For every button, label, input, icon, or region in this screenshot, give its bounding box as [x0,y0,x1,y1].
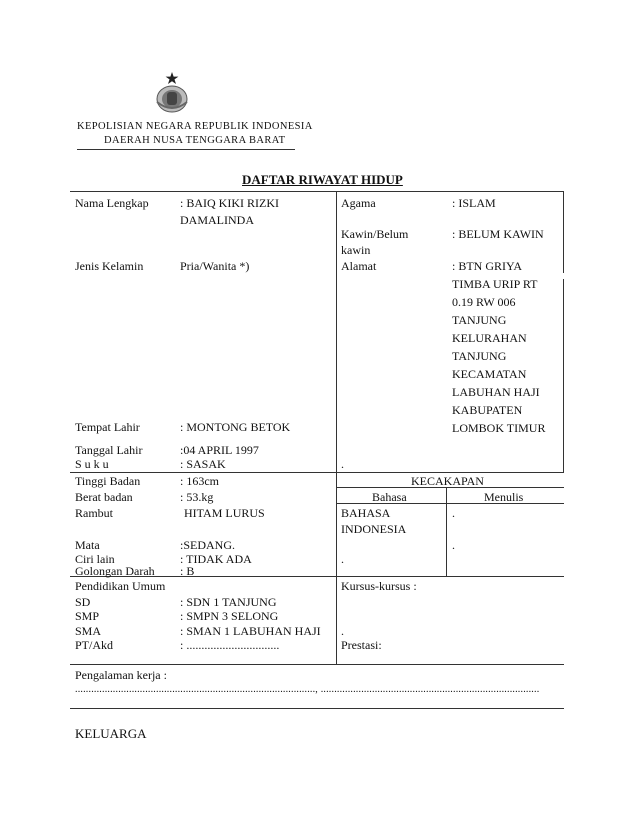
suku-value: : SASAK [180,457,226,471]
smp-value: : SMPN 3 SELONG [180,609,279,623]
ciri-lain-label: Ciri lain [75,552,115,566]
pendidikan-umum-label: Pendidikan Umum [75,579,166,593]
bahasa-dot: . [341,552,344,566]
tanggal-lahir-value: :04 APRIL 1997 [180,443,259,457]
berat-value: : 53.kg [180,490,214,504]
kecakapan-title: KECAKAPAN [411,474,484,488]
menulis-dot: . [452,538,455,552]
mata-label: Mata [75,538,100,552]
alamat-line: KECAMATAN [452,367,527,381]
kursus-dot: . [341,624,344,638]
document-title: DAFTAR RIWAYAT HIDUP [242,172,403,187]
alamat-line: : BTN GRIYA [452,259,523,273]
alamat-line: TANJUNG [452,313,507,327]
sma-value: : SMAN 1 LABUHAN HAJI [180,624,321,638]
alamat-line: 0.19 RW 006 [452,295,516,309]
golongan-darah-label: Golongan Darah [75,564,155,578]
ciri-lain-value: : TIDAK ADA [180,552,252,566]
alamat-line: LABUHAN HAJI [452,385,540,399]
rambut-value: HITAM LURUS [184,506,265,520]
sd-label: SD [75,595,91,609]
alamat-line: TIMBA URIP RT [452,277,538,291]
header-org-line2: DAERAH NUSA TENGGARA BARAT [104,135,286,146]
kawin-value: : BELUM KAWIN [452,227,544,241]
nama-label: Nama Lengkap [75,196,149,210]
pengalaman-kerja-label: Pengalaman kerja : [75,668,167,682]
rambut-label: Rambut [75,506,113,520]
pengalaman-kerja-dots: ........................................................................................., ................................................................................. [75,684,540,695]
berat-label: Berat badan [75,490,133,504]
bahasa-value-line1: BAHASA [341,506,391,520]
pt-value: : ............................... [180,638,280,652]
alamat-line: LOMBOK TIMUR [452,421,546,435]
golongan-darah-value: : B [180,564,195,578]
alamat-line: KABUPATEN [452,403,523,417]
alamat-label: Alamat [341,259,377,273]
bahasa-header: Bahasa [372,490,407,504]
prestasi-label: Prestasi: [341,638,382,652]
smp-label: SMP [75,609,100,623]
sd-value: : SDN 1 TANJUNG [180,595,277,609]
alamat-line: TANJUNG [452,349,507,363]
menulis-header: Menulis [484,490,524,504]
nama-value-line1: : BAIQ KIKI RIZKI [180,196,279,210]
bahasa-value-line2: INDONESIA [341,522,407,536]
tempat-lahir-value: : MONTONG BETOK [180,420,291,434]
jenis-kelamin-label: Jenis Kelamin [75,259,144,273]
header-underline [77,149,295,150]
tinggi-label: Tinggi Badan [75,474,141,488]
tempat-lahir-label: Tempat Lahir [75,420,140,434]
suku-dot: . [341,457,344,471]
agama-label: Agama [341,196,376,210]
agama-value: : ISLAM [452,196,496,210]
police-emblem-logo [150,70,194,114]
kawin-label-line2: kawin [341,243,371,257]
jenis-kelamin-value: Pria/Wanita *) [180,259,250,273]
tanggal-lahir-label: Tanggal Lahir [75,443,143,457]
mata-value: :SEDANG. [180,538,236,552]
menulis-dot: . [452,506,455,520]
header-org-line1: KEPOLISIAN NEGARA REPUBLIK INDONESIA [77,121,313,132]
keluarga-heading: KELUARGA [75,726,147,741]
suku-label: S u k u [75,457,109,471]
alamat-line: KELURAHAN [452,331,527,345]
pt-label: PT/Akd [75,638,114,652]
kawin-label-line1: Kawin/Belum [341,227,409,241]
kursus-label: Kursus-kursus : [341,579,417,593]
sma-label: SMA [75,624,102,638]
tinggi-value: : 163cm [180,474,219,488]
nama-value-line2: DAMALINDA [180,213,254,227]
